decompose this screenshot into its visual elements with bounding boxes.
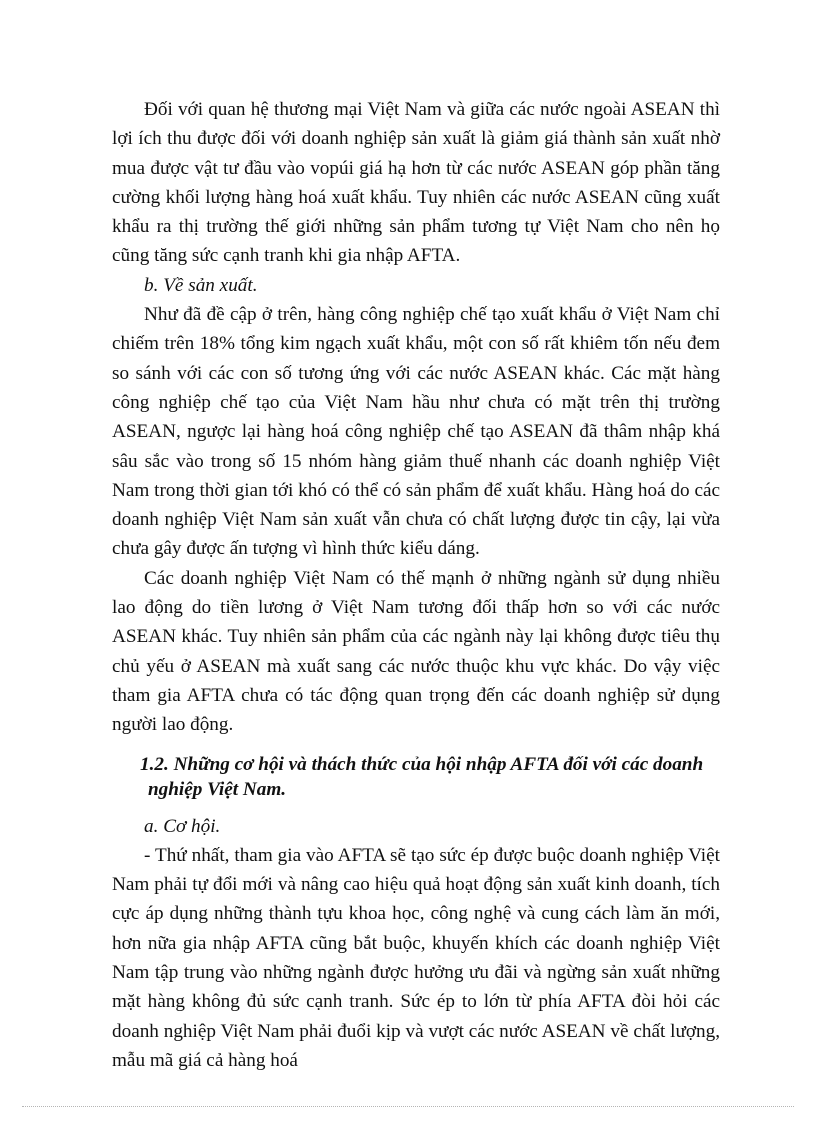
section-title-line-2: nghiệp Việt Nam. [148,778,287,800]
paragraph-opportunity-1: - Thứ nhất, tham gia vào AFTA sẽ tạo sức ép được buộc doanh nghiệp Việt Nam phải tự đổi mới và nâng cao hiệu quả hoạt động sản xuất kinh doanh, tích cực áp dụng những thành tựu khoa học, công nghệ và cung cách làm ăn mới, hơn nữa gia nhập AFTA cũng bắt buộc, khuyến khích các doanh nghiệp Việt Nam tập trung vào những ngành được hưởng ưu đãi và ngừng sản xuất những mặt hàng không đủ sức cạnh tranh. Sức ép to lớn từ phía AFTA đòi hỏi các doanh nghiệp Việt Nam phải đuổi kịp và vượt các nước ASEAN về chất lượng, mẫu mã giá cả hàng hoá [112,844,720,1071]
page-bottom-divider [22,1106,794,1107]
document-body [112,95,720,1075]
paragraph-production-2: Các doanh nghiệp Việt Nam có thế mạnh ở những ngành sử dụng nhiều lao động do tiền lương ở Việt Nam tương đối thấp hơn so với các nước ASEAN khác. Tuy nhiên sản phẩm của các ngành này lại không được tiêu thụ chủ yếu ở ASEAN mà xuất sang các nước thuộc khu vực khác. Do vậy việc tham gia AFTA chưa có tác động quan trọng đến các doanh nghiệp sử dụng người lao động. [112,567,720,736]
paragraph-production-1: Như đã đề cập ở trên, hàng công nghiệp chế tạo xuất khẩu ở Việt Nam chỉ chiếm trên 18% tổng kim ngạch xuất khẩu, một con số rất khiêm tốn nếu đem so sánh với các con số tương ứng với các nước ASEAN khác. Các mặt hàng công nghiệp chế tạo của Việt Nam hầu như chưa có mặt trên thị trường ASEAN, ngược lại hàng hoá công nghiệp chế tạo ASEAN đã thâm nhập khá sâu sắc vào trong số 15 nhóm hàng giảm thuế nhanh các doanh nghiệp Việt Nam trong thời gian tới khó có thể có sản phẩm để xuất khẩu. Hàng hoá do các doanh nghiệp Việt Nam sản xuất vẫn chưa có chất lượng được tin cậy, lại vừa chưa gây được ấn tượng vì hình thức kiểu dáng. [112,304,720,560]
subheading-production: b. Về sản xuất. [144,274,258,296]
paragraph-trade-relations: Đối với quan hệ thương mại Việt Nam và giữa các nước ngoài ASEAN thì lợi ích thu được đối với doanh nghiệp sản xuất là giảm giá thành sản xuất nhờ mua được vật tư đầu vào vopúi giá hạ hơn từ các nước ASEAN góp phần tăng cường khối lượng hàng hoá xuất khẩu. Tuy nhiên các nước ASEAN cũng xuất khẩu ra thị trường thế giới những sản phẩm tương tự Việt Nam cho nên họ cũng tăng sức cạnh tranh khi gia nhập AFTA. [112,99,720,267]
section-title-line-1: 1.2. Những cơ hội và thách thức của hội nhập AFTA đối với các doanh [140,753,704,775]
section-title [112,752,720,802]
subheading-opportunity: a. Cơ hội. [144,815,221,837]
